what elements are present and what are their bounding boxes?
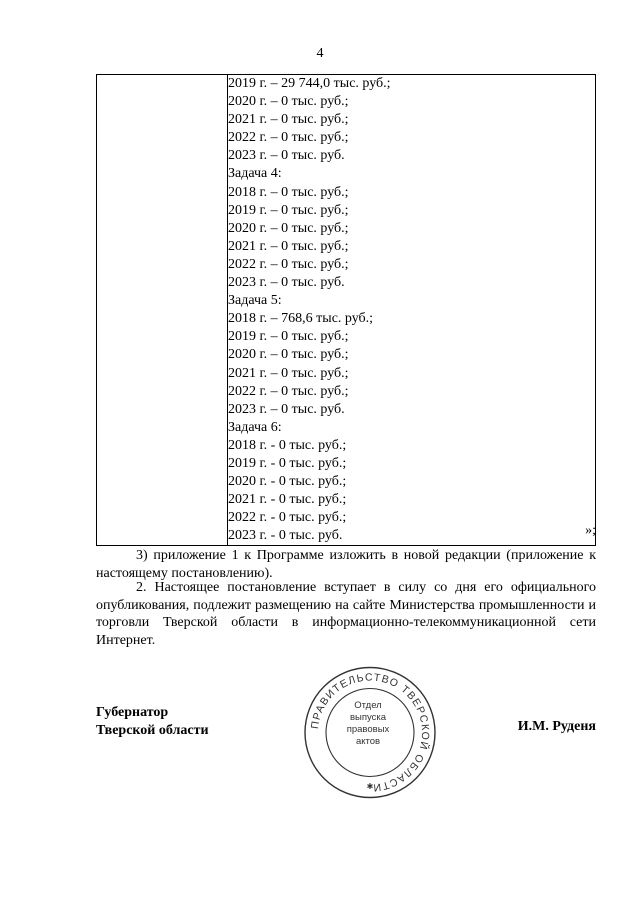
budget-line: 2022 г. – 0 тыс. руб.; <box>228 130 349 146</box>
budget-line: 2021 г. – 0 тыс. руб.; <box>228 238 349 254</box>
budget-line: 2019 г. - 0 тыс. руб.; <box>228 455 347 471</box>
table-row <box>97 75 596 546</box>
budget-line: 2018 г. – 0 тыс. руб.; <box>228 184 349 200</box>
seal-line: актов <box>355 736 381 747</box>
page-number: 4 <box>316 46 324 61</box>
budget-line: 2021 г. - 0 тыс. руб.; <box>228 492 347 508</box>
task-heading: Задача 5: <box>228 293 282 309</box>
closing-quote-mark: »; <box>585 523 596 538</box>
budget-line: 2019 г. – 29 744,0 тыс. руб.; <box>228 76 391 91</box>
task-heading: Задача 4: <box>228 166 282 182</box>
budget-line: 2018 г. – 768,6 тыс. руб.; <box>228 311 374 327</box>
seal-line: Отдел <box>354 700 382 711</box>
svg-text:✱: ✱ <box>366 782 374 791</box>
seal-line: правовых <box>346 724 390 735</box>
budget-line: 2021 г. – 0 тыс. руб.; <box>228 365 349 381</box>
budget-line: 2021 г. – 0 тыс. руб.; <box>228 112 349 128</box>
budget-line: 2020 г. – 0 тыс. руб.; <box>228 220 349 236</box>
signer-title <box>96 704 209 740</box>
budget-line: 2023 г. – 0 тыс. руб. <box>228 401 345 417</box>
seal-center-text <box>338 700 398 748</box>
budget-line: 2023 г. – 0 тыс. руб. <box>228 275 345 291</box>
budget-line: 2018 г. - 0 тыс. руб.; <box>228 437 347 453</box>
signer-name: И.М. Руденя <box>517 719 596 734</box>
budget-line: 2020 г. – 0 тыс. руб.; <box>228 94 349 110</box>
budget-line: 2023 г. - 0 тыс. руб. <box>228 528 343 544</box>
paragraph-amendment-3 <box>96 547 596 582</box>
budget-line: 2022 г. - 0 тыс. руб.; <box>228 510 347 526</box>
budget-line: 2023 г. – 0 тыс. руб. <box>228 148 345 164</box>
paragraph-entry-into-force <box>96 579 596 649</box>
budget-table <box>96 74 596 546</box>
budget-line: 2020 г. - 0 тыс. руб.; <box>228 474 347 490</box>
budget-line: 2022 г. – 0 тыс. руб.; <box>228 256 349 272</box>
seal-line: выпуска <box>349 712 387 723</box>
seal-ring-text: ПРАВИТЕЛЬСТВО ТВЕРСКОЙ ОБЛАСТИ <box>309 671 432 794</box>
paragraph-text: 3) приложение 1 к Программе изложить в новой редакции (приложение к настоящему постановлению). <box>96 548 596 581</box>
table-right-cell <box>228 75 596 546</box>
table-left-cell <box>97 75 228 546</box>
paragraph-text: 2. Настоящее постановление вступает в силу со дня его официального опубликования, подлежит размещению на сайте Министерства промышленности и торговли Тверской области в информационно-телекоммуникационной сети Интернет. <box>96 580 596 648</box>
signer-title-line2: Тверской области <box>96 723 209 738</box>
budget-line: 2020 г. – 0 тыс. руб.; <box>228 347 349 363</box>
budget-line: 2022 г. – 0 тыс. руб.; <box>228 383 349 399</box>
task-heading: Задача 6: <box>228 419 282 435</box>
budget-line: 2019 г. – 0 тыс. руб.; <box>228 329 349 345</box>
signer-title-line1: Губернатор <box>96 705 169 720</box>
budget-line: 2019 г. – 0 тыс. руб.; <box>228 202 349 218</box>
